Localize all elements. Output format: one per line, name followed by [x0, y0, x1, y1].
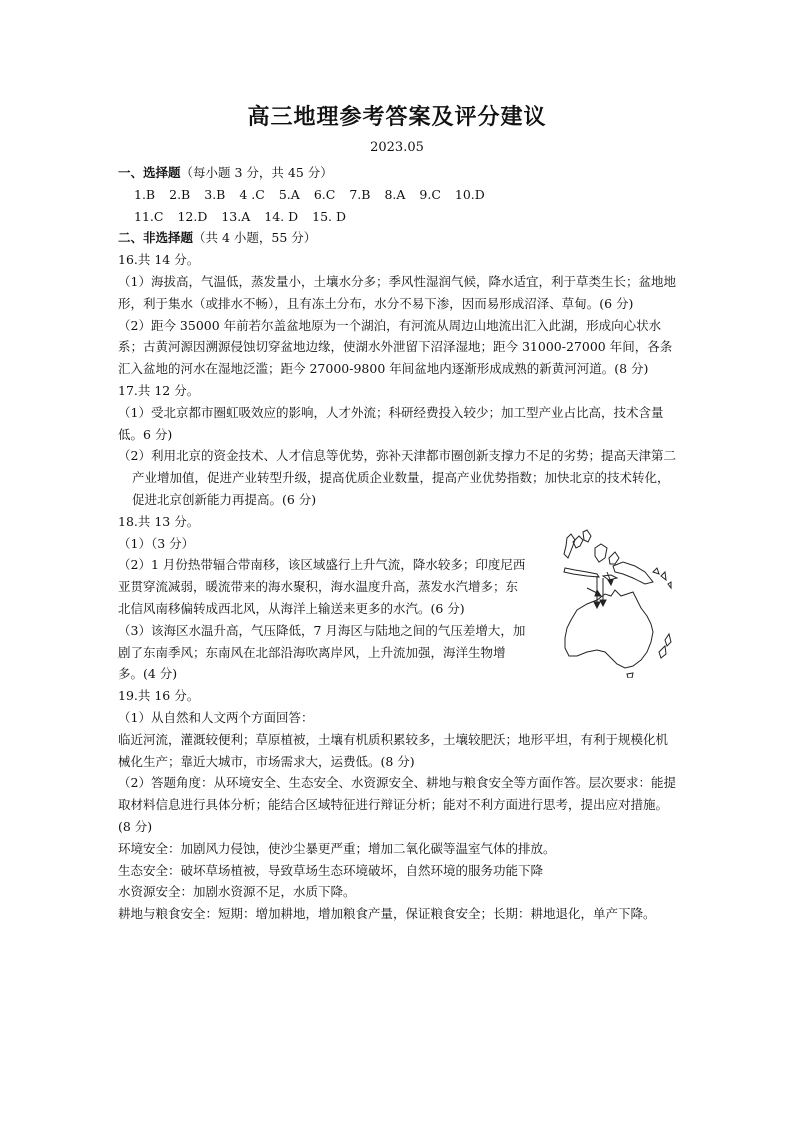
choice-answer: 7.B — [349, 186, 371, 202]
choice-answer: 14. D — [264, 208, 299, 224]
q17-heading: 17.共 12 分。 — [118, 382, 200, 398]
choice-answer: 5.A — [278, 186, 300, 202]
q16-heading: 16.共 14 分。 — [118, 252, 200, 268]
q18-answer-1: （1）（3 分） — [118, 535, 195, 551]
q19-answer-1-detail: 临近河流，灌溉较便利；草原植被，土壤有机质积累较多，土壤较肥沃；地形平坦，有利于规模化机械化生产；靠近大城市，市场需求大，运费低。(8 分) — [118, 731, 669, 769]
choice-answer: 6.C — [313, 186, 336, 202]
choice-answer: 13.A — [221, 208, 251, 224]
choice-answer: 9.C — [419, 186, 441, 202]
q19-farmland-food-safety: 耕地与粮食安全：短期：增加耕地，增加粮食产量，保证粮食安全；长期：耕地退化，单产下降。 — [118, 906, 656, 922]
part1-heading: 一、选择题（每小题 3 分，共 45 分） — [118, 165, 333, 180]
choice-answers-row1 — [118, 184, 678, 206]
choice-answer: 11.C — [134, 208, 164, 224]
q19-water-safety: 水资源安全：加剧水资源不足，水质下降。 — [118, 884, 356, 900]
q16-answer-2: （2）距今 35000 年前若尔盖盆地原为一个湖泊，有河流从周边山地流出汇入此湖，形成向心状水系；古黄河源因溯源侵蚀切穿盆地边缘，使湖水外泄留下沼泽湿地；距今 31000-27000 年间，各条汇入盆地的河水在湿地泛滥；距今 27000-9800 年间盆地内逐渐形成成熟的新黄河河道。(8 分) — [118, 317, 673, 377]
q18-answer-2: （2）1 月份热带辐合带南移，该区域盛行上升气流，降水较多；印度尼西亚贯穿流减弱，暖流带来的海水聚积，海水温度升高，蒸发水汽增多；东北信风南移偏转成西北风，从海洋上输送来更多的水汽。(6 分) — [118, 557, 526, 616]
choice-answer: 10.D — [454, 186, 485, 202]
australia-map-icon — [553, 528, 678, 678]
q16-answer-1: （1）海拔高，气温低，蒸发量小，土壤水分多；季风性湿润气候，降水适宜，利于草类生长；盆地地形，利于集水（或排水不畅），且有冻土分布，水分不易下渗，因而易形成沼泽、草甸。(6 分) — [118, 273, 676, 311]
q17-answer-1: （1）受北京都市圈虹吸效应的影响，人才外流；科研经费投入较少；加工型产业占比高，技术含量低。6 分) — [118, 404, 664, 442]
part2-heading: 二、非选择题（共 4 小题，55 分） — [118, 230, 317, 246]
document-date: 2023.05 — [370, 140, 424, 155]
choice-answer: 4 .C — [239, 186, 265, 202]
choice-answer: 2.B — [169, 186, 191, 202]
choice-answer: 8.A — [384, 186, 406, 202]
q19-answer-1: （1）从自然和人文两个方面回答： — [118, 709, 314, 725]
choice-answer: 15. D — [312, 208, 347, 224]
q18-answer-3: （3）该海区水温升高，气压降低，7 月海区与陆地之间的气压差增大，加剧了东南季风；东南风在北部沿海吹离岸风，上升流加强，海洋生物增多。(4 分) — [118, 622, 526, 682]
q19-environment-safety: 环境安全：加剧风力侵蚀，使沙尘暴更严重；增加二氧化碳等温室气体的排放。 — [118, 840, 556, 856]
q19-ecological-safety: 生态安全：破坏草场植被，导致草场生态环境破坏，自然环境的服务功能下降 — [118, 862, 544, 878]
choice-answer: 3.B — [204, 186, 226, 202]
q19-answer-2: （2）答题角度：从环境安全、生态安全、水资源安全、耕地与粮食安全等方面作答。层次要求：能提取材料信息进行具体分析；能结合区域特征进行辩证分析；能对不利方面进行思考，提出应对措施。(8 分) — [118, 775, 676, 834]
page-title: 高三地理参考答案及评分建议 — [247, 104, 547, 130]
choice-answer: 12.D — [177, 208, 208, 224]
q19-heading: 19.共 16 分。 — [118, 688, 200, 704]
q17-answer-2: （2）利用北京的资金技术、人才信息等优势，弥补天津都市圈创新支撑力不足的劣势；提高天津第二产业增加值，促进产业转型升级，提高优质企业数量，提高产业优势指数；加快北京的技术转化，促进北京创新能力再提高。(6 分) — [118, 448, 676, 507]
choice-answer: 1.B — [134, 186, 156, 202]
q18-heading: 18.共 13 分。 — [118, 513, 200, 529]
choice-answers-row2 — [118, 206, 678, 228]
